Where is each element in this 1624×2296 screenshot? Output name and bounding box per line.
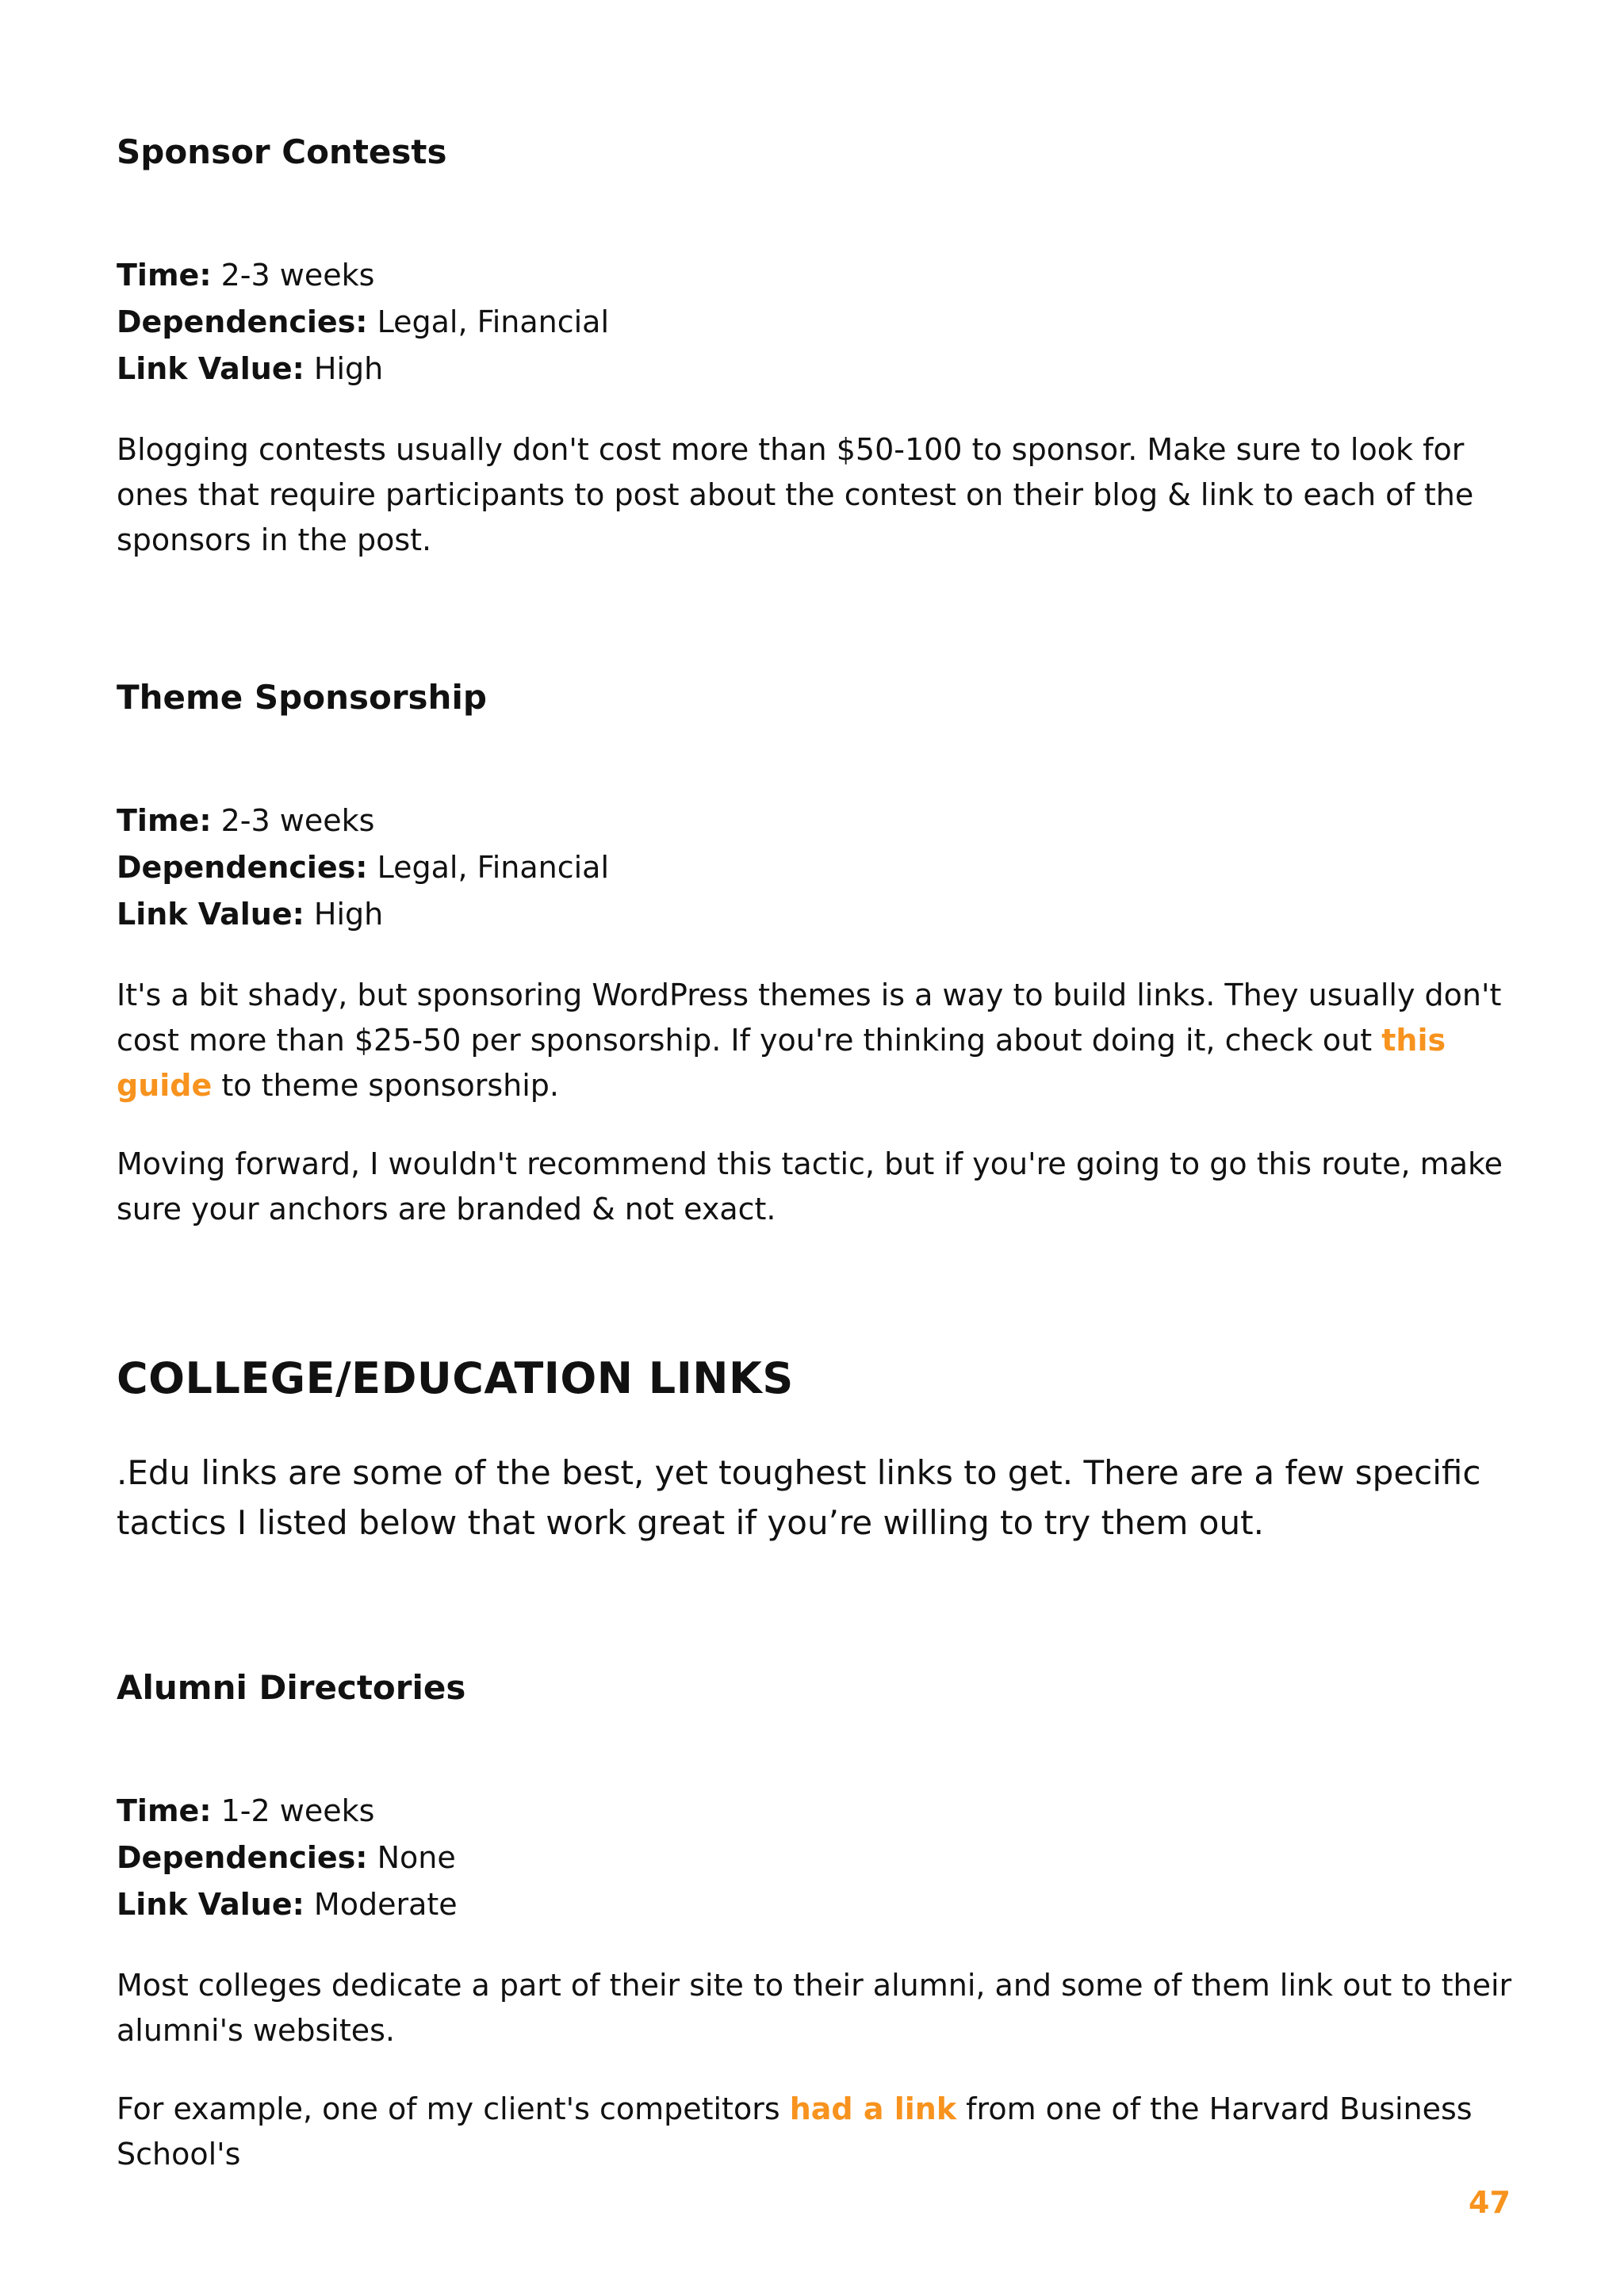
paragraph-text-before-link: It's a bit shady, but sponsoring WordPress themes is a way to build links. They usually don't cost more than $25-50 per sponsorship. If you're thinking about doing it, check out — [117, 978, 1502, 1058]
meta-dependencies — [117, 844, 609, 891]
meta-dependencies — [117, 1835, 458, 1881]
meta-link-value — [117, 891, 609, 938]
section-heading-theme-sponsorship: Theme Sponsorship — [117, 678, 487, 717]
page-number: 47 — [1469, 2185, 1511, 2220]
paragraph-alumni-directories-1: Most colleges dedicate a part of their site to their alumni, and some of them link out to their alumni's websites. — [117, 1968, 1512, 2048]
paragraph-text-after-link: to theme sponsorship. — [212, 1068, 559, 1103]
meta-time — [117, 798, 609, 844]
meta-label-dependencies: Dependencies: — [117, 1840, 368, 1875]
meta-label-link-value: Link Value: — [117, 351, 304, 386]
link-this-guide[interactable]: this guide — [117, 1023, 1446, 1103]
section-heading-college-education-links: COLLEGE/EDUCATION LINKS — [117, 1353, 794, 1403]
meta-link-value — [117, 1881, 458, 1928]
paragraph-text-before-link: For example, one of my client's competitors — [117, 2091, 790, 2126]
meta-label-time: Time: — [117, 258, 212, 293]
meta-label-time: Time: — [117, 803, 212, 838]
meta-value-dependencies: None — [377, 1840, 456, 1875]
meta-link-value — [117, 346, 609, 392]
meta-label-link-value: Link Value: — [117, 897, 304, 932]
meta-value-link-value: High — [313, 897, 384, 932]
meta-value-dependencies: Legal, Financial — [377, 850, 610, 885]
section-heading-alumni-directories: Alumni Directories — [117, 1668, 466, 1707]
meta-label-dependencies: Dependencies: — [117, 304, 368, 339]
paragraph-text-after-link: from one of the Harvard Business School's — [117, 2091, 1473, 2172]
meta-label-time: Time: — [117, 1793, 212, 1828]
meta-label-link-value: Link Value: — [117, 1887, 304, 1922]
meta-value-link-value: High — [313, 351, 384, 386]
meta-dependencies — [117, 299, 609, 346]
meta-value-time: 2-3 weeks — [220, 258, 375, 293]
meta-value-dependencies: Legal, Financial — [377, 304, 610, 339]
paragraph-theme-sponsorship-2: Moving forward, I wouldn't recommend this tactic, but if you're going to go this route, make sure your anchors are branded & not exact. — [117, 1146, 1503, 1226]
intro-college-education-links: .Edu links are some of the best, yet toughest links to get. There are a few specific tactics I listed below that work great if you’re willing to try them out. — [117, 1453, 1481, 1542]
paragraph-alumni-directories-2 — [117, 2087, 1512, 2177]
meta-block-sponsor-contests — [117, 252, 609, 392]
meta-block-alumni-directories — [117, 1788, 458, 1928]
paragraph-theme-sponsorship-1 — [117, 973, 1512, 1108]
meta-time — [117, 1788, 458, 1835]
meta-value-time: 2-3 weeks — [220, 803, 375, 838]
paragraph-sponsor-contests: Blogging contests usually don't cost more than $50-100 to sponsor. Make sure to look for ones that require participants to post about the contest on their blog & link to each of the sponsors in the post. — [117, 432, 1474, 557]
meta-value-time: 1-2 weeks — [220, 1793, 375, 1828]
meta-block-theme-sponsorship — [117, 798, 609, 938]
meta-label-dependencies: Dependencies: — [117, 850, 368, 885]
link-had-a-link[interactable]: had a link — [789, 2091, 957, 2126]
meta-time — [117, 252, 609, 299]
meta-value-link-value: Moderate — [313, 1887, 458, 1922]
section-heading-sponsor-contests: Sponsor Contests — [117, 132, 447, 171]
